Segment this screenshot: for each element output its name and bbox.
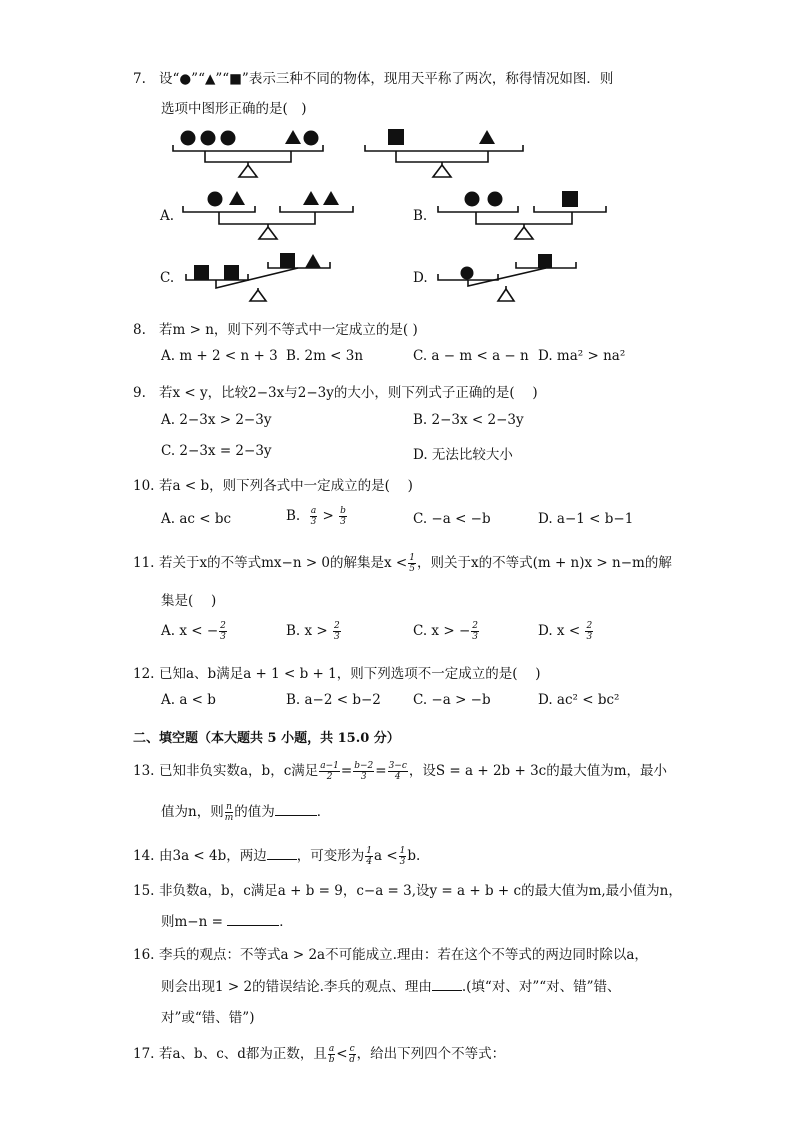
- option-c[interactable]: C. 2−3x = 2−3y: [161, 443, 272, 459]
- question-stem-part1: 若关于x的不等式mx−n > 0的解集是x <: [159, 555, 408, 571]
- option-b[interactable]: B. 2m < 3n: [286, 348, 364, 364]
- option-d-label[interactable]: D.: [413, 270, 428, 286]
- option-c[interactable]: C. a − m < a − n: [413, 348, 529, 364]
- option-a[interactable]: A. ac < bc: [161, 511, 232, 527]
- option-a[interactable]: A. a < b: [161, 692, 216, 708]
- option-a[interactable]: A. m + 2 < n + 3: [161, 348, 278, 364]
- question-15-line2: 则m−n = ．: [161, 914, 293, 930]
- question-16: 16. 李兵的观点：不等式a > 2a不可能成立.理由：若在这个不等式的两边同时除以a，: [133, 947, 648, 963]
- balance-figure-reference: [165, 125, 535, 180]
- question-7-line2: 选项中图形正确的是( ): [161, 101, 307, 117]
- option-d[interactable]: D. ac² < bc²: [538, 692, 620, 708]
- option-d[interactable]: D. 无法比较大小: [413, 447, 513, 463]
- balance-figure-option-b[interactable]: [432, 188, 612, 243]
- answer-blank[interactable]: [275, 803, 317, 816]
- option-c[interactable]: C. −a > −b: [413, 692, 491, 708]
- question-number: 11.: [133, 555, 155, 571]
- fraction: $\frac{1}{5}$: [409, 553, 415, 574]
- option-a-label[interactable]: A.: [160, 208, 175, 224]
- option-d[interactable]: D. a−1 < b−1: [538, 511, 634, 527]
- fraction: $\frac{a}{3}$: [310, 506, 317, 527]
- question-number: 9.: [133, 385, 146, 401]
- option-c[interactable]: C. −a < −b: [413, 511, 491, 527]
- option-b[interactable]: [286, 506, 348, 527]
- question-number: 7.: [133, 71, 146, 87]
- question-17: 17. 若a、b、c、d都为正数，且 $\frac{a}{b}$ < $\frac{c}{d}$ ，给出下列四个不等式：: [133, 1044, 506, 1065]
- option-d[interactable]: D. ma² > na²: [538, 348, 626, 364]
- option-a[interactable]: A. 2−3x > 2−3y: [161, 412, 272, 428]
- question-stem: 若a < b，则下列各式中一定成立的是( ): [159, 478, 413, 494]
- answer-blank[interactable]: [227, 913, 279, 926]
- question-number: 13.: [133, 763, 155, 779]
- question-7: [133, 67, 773, 87]
- option-b[interactable]: B. 2−3x < 2−3y: [413, 412, 524, 428]
- option-d[interactable]: D. x < $\frac{2}{3}$: [538, 621, 593, 642]
- operator: >: [322, 508, 334, 524]
- question-14: 14. 由3a < 4b，两边 ，可变形为 $\frac{1}{4}$ a < $\frac{1}{3}$ b.: [133, 846, 421, 867]
- question-number: 16.: [133, 947, 155, 963]
- question-10: [133, 474, 773, 494]
- option-c-label[interactable]: C.: [160, 270, 175, 286]
- question-8: [133, 318, 773, 338]
- answer-blank[interactable]: [432, 978, 462, 991]
- question-number: 8.: [133, 322, 146, 338]
- question-number: 17.: [133, 1046, 155, 1062]
- option-a[interactable]: A. x < − $\frac{2}{3}$: [161, 621, 226, 642]
- balance-figure-option-a[interactable]: [175, 188, 360, 243]
- question-stem-part2: ，则关于x的不等式(m + n)x > n−m的解: [416, 555, 672, 571]
- balance-figure-option-c[interactable]: [180, 250, 340, 305]
- option-b-label[interactable]: B.: [413, 208, 428, 224]
- question-number: 12.: [133, 666, 155, 682]
- balance-figure-option-d[interactable]: [432, 250, 582, 305]
- option-b[interactable]: B. a−2 < b−2: [286, 692, 381, 708]
- question-number: 15.: [133, 883, 155, 899]
- question-stem: 若x < y，比较2−3x与2−3y的大小，则下列式子正确的是( ): [159, 385, 538, 401]
- fraction: $\frac{b}{3}$: [340, 506, 346, 527]
- question-13: 13. 已知非负实数a，b，c满足 $\frac{a-1}{2}$ = $\frac{b-2}{3}$ = $\frac{3-c}{4}$ ，设S = a + 2b + 3c的最大值为m，最小: [133, 761, 668, 782]
- question-16-line2: 则会出现1 > 2的错误结论.李兵的观点、理由 .(填“对、对”“对、错”错、: [161, 979, 621, 995]
- question-15: 15. 非负数a，b，c满足a + b = 9，c−a = 3,设y = a + b + c的最大值为m,最小值为n，: [133, 883, 682, 899]
- section-heading-fill-in: 二、填空题（本大题共 5 小题，共 15.0 分）: [133, 731, 400, 746]
- option-b[interactable]: B. x > $\frac{2}{3}$: [286, 621, 340, 642]
- question-stem: 已知a、b满足a + 1 < b + 1，则下列选项不一定成立的是( ): [159, 666, 541, 682]
- option-c[interactable]: C. x > − $\frac{2}{3}$: [413, 621, 478, 642]
- question-16-line3: 对”或“错、错”): [161, 1010, 255, 1026]
- question-12: [133, 662, 773, 682]
- question-stem: 若m > n，则下列不等式中一定成立的是( ): [159, 322, 418, 338]
- question-stem: 设“●”“▲”“■”表示三种不同的物体，现用天平称了两次，称得情况如图．则: [159, 71, 614, 87]
- question-11: [133, 551, 773, 574]
- question-number: 10.: [133, 478, 155, 494]
- answer-blank[interactable]: [267, 847, 297, 860]
- question-number: 14.: [133, 848, 155, 864]
- question-11-line2: 集是( ): [161, 593, 217, 609]
- question-9: [133, 381, 773, 401]
- option-b-prefix: B.: [286, 508, 301, 524]
- question-13-line2: 值为n，则 $\frac{n}{m}$ 的值为 ．: [161, 802, 331, 823]
